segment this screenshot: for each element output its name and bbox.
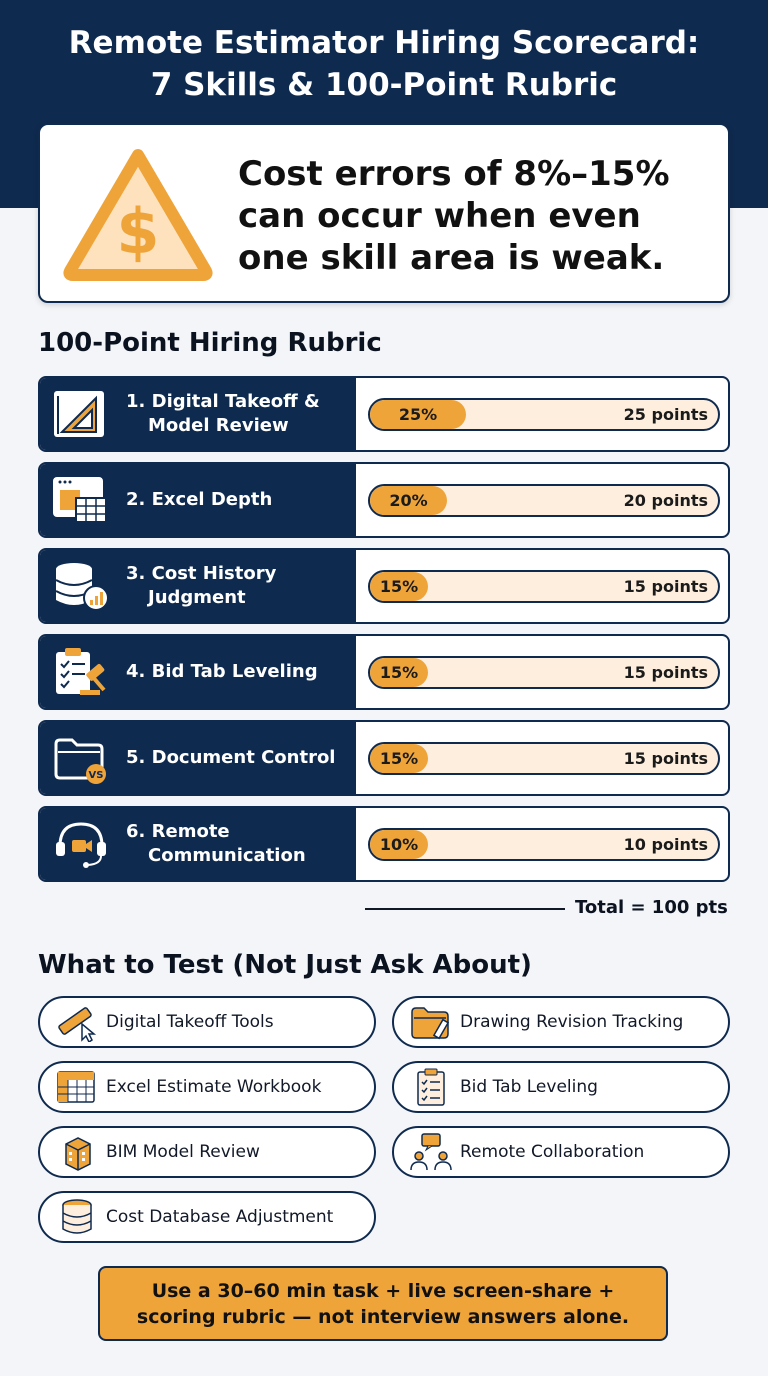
test-item-drawing-revision	[392, 996, 730, 1048]
rubric-total: Total = 100 pts	[575, 897, 728, 918]
rubric-label-panel	[40, 550, 356, 622]
score-points: 15 points	[623, 577, 708, 596]
test-item-label: Digital Takeoff Tools	[106, 1012, 274, 1032]
rubric-title: 100-Point Hiring Rubric	[38, 328, 382, 358]
test-item-excel-workbook	[38, 1061, 376, 1113]
database-chart-icon	[52, 560, 110, 612]
test-item-remote-collaboration	[392, 1126, 730, 1178]
rubric-label-panel	[40, 722, 356, 794]
score-bar-track	[368, 742, 720, 775]
score-percent: 20%	[389, 491, 428, 510]
rubric-label-line2: Judgment	[148, 587, 246, 608]
score-points: 15 points	[623, 663, 708, 682]
database-icon	[54, 1197, 100, 1237]
test-item-label: Excel Estimate Workbook	[106, 1077, 322, 1097]
clipboard-checklist-icon	[408, 1067, 454, 1107]
rubric-row-excel-depth	[38, 462, 730, 538]
rubric-row-bid-tab	[38, 634, 730, 710]
score-points: 20 points	[623, 491, 708, 510]
score-points: 25 points	[623, 405, 708, 424]
title-line-1: Remote Estimator Hiring Scorecard:	[68, 25, 700, 61]
headset-video-icon	[52, 818, 110, 870]
folder-pencil-icon	[408, 1002, 454, 1042]
people-chat-icon	[408, 1132, 454, 1172]
rubric-row-digital-takeoff	[38, 376, 730, 452]
blueprint-ruler-icon	[52, 388, 110, 440]
score-percent: 10%	[379, 835, 419, 854]
spreadsheet-icon	[52, 474, 110, 526]
test-item-label: Bid Tab Leveling	[460, 1077, 598, 1097]
rubric-label-panel	[40, 636, 356, 708]
score-points: 10 points	[623, 835, 708, 854]
score-bar-track	[368, 828, 720, 861]
score-bar-track	[368, 398, 720, 431]
title-line-2: 7 Skills & 100-Point Rubric	[150, 67, 618, 103]
score-percent: 25%	[398, 405, 438, 424]
clipboard-gavel-icon	[52, 646, 110, 698]
test-item-digital-takeoff	[38, 996, 376, 1048]
test-item-bid-tab	[392, 1061, 730, 1113]
score-bar-track	[368, 484, 720, 517]
warning-callout	[38, 123, 730, 303]
test-item-label: Cost Database Adjustment	[106, 1207, 334, 1227]
svg-text:$: $	[116, 195, 160, 268]
ruler-cursor-icon	[54, 1002, 100, 1042]
rubric-row-cost-history	[38, 548, 730, 624]
page-title	[0, 22, 768, 106]
score-bar-track	[368, 570, 720, 603]
rubric-label-line1: 6. Remote	[126, 821, 230, 842]
total-divider	[365, 908, 565, 910]
rubric-label-line1: 5. Document Control	[126, 747, 336, 768]
test-item-label: BIM Model Review	[106, 1142, 260, 1162]
score-bar-track	[368, 656, 720, 689]
svg-text:VS: VS	[88, 770, 104, 781]
test-item-label: Drawing Revision Tracking	[460, 1012, 684, 1032]
rubric-label-line1: 3. Cost History	[126, 563, 277, 584]
rubric-label-panel	[40, 808, 356, 880]
score-percent: 15%	[379, 663, 419, 682]
test-item-bim-review	[38, 1126, 376, 1178]
score-points: 15 points	[623, 749, 708, 768]
warning-dollar-icon	[62, 145, 214, 283]
score-percent: 15%	[379, 577, 419, 596]
rubric-label-line1: 1. Digital Takeoff &	[126, 391, 320, 412]
rubric-label-panel	[40, 378, 356, 450]
rubric-label-line2: Model Review	[148, 415, 289, 436]
callout-text: Cost errors of 8%–15% can occur when even one skill area is weak.	[238, 154, 670, 278]
test-item-cost-database	[38, 1191, 376, 1243]
bottom-banner: Use a 30–60 min task + live screen-share + scoring rubric — not interview answers alone.	[98, 1266, 668, 1341]
folder-versions-icon	[52, 732, 110, 784]
rubric-label-line1: 2. Excel Depth	[126, 489, 273, 510]
building-cube-icon	[54, 1132, 100, 1172]
rubric-label-line1: 4. Bid Tab Leveling	[126, 661, 318, 682]
tests-title: What to Test (Not Just Ask About)	[38, 950, 532, 980]
rubric-row-remote-communication	[38, 806, 730, 882]
spreadsheet-icon	[54, 1067, 100, 1107]
rubric-label-panel	[40, 464, 356, 536]
test-item-label: Remote Collaboration	[460, 1142, 645, 1162]
score-percent: 15%	[379, 749, 419, 768]
rubric-row-document-control	[38, 720, 730, 796]
rubric-label-line2: Communication	[148, 845, 306, 866]
